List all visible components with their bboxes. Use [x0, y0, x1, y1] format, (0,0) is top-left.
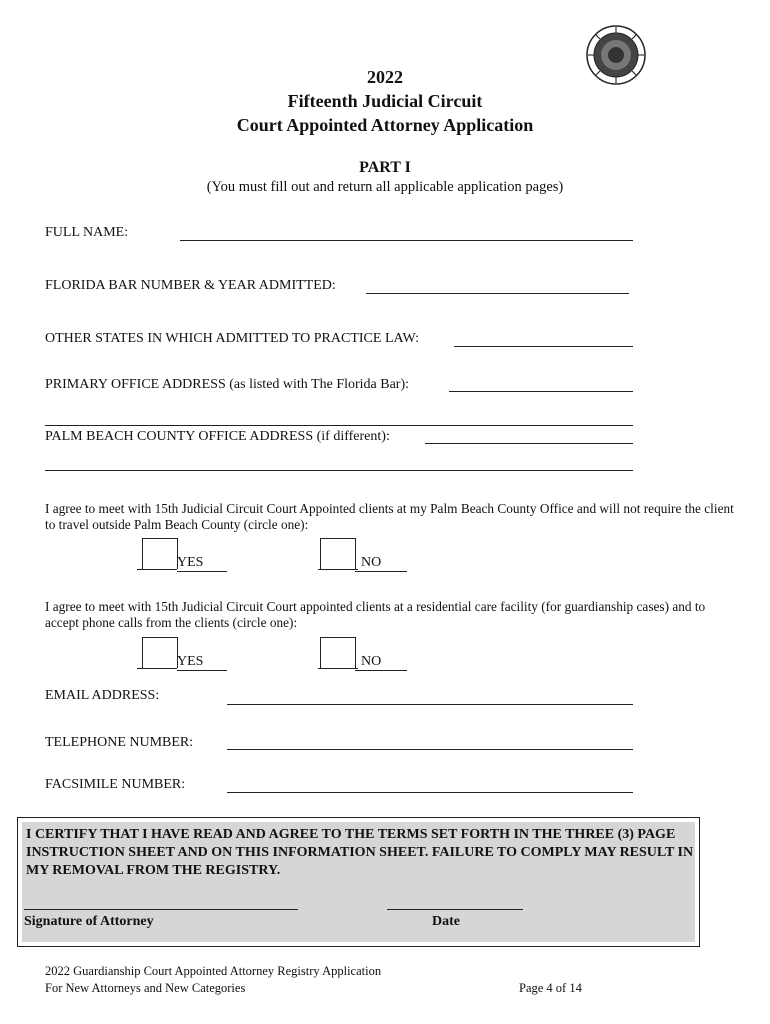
part-heading: PART I: [359, 159, 411, 176]
agreement-1-no-underline: [318, 569, 358, 570]
email-field[interactable]: [227, 704, 633, 705]
palm-beach-office-field-line2[interactable]: [45, 470, 633, 471]
agreement-2-text: I agree to meet with 15th Judicial Circuit Court appointed clients at a residential care facility (for guardianship cases) and to accept phone calls from the clients (circle one):: [45, 599, 706, 630]
palm-beach-office-field[interactable]: [425, 443, 633, 444]
telephone-field[interactable]: [227, 749, 633, 750]
certification-text: I CERTIFY THAT I HAVE READ AND AGREE TO THE TERMS SET FORTH IN THE THREE (3) PAGE INSTRUCTION SHEET AND ON THIS INFORMATION SHEET. FAILURE TO COMPLY MAY RESULT IN MY REMOVAL FROM THE REGISTRY.: [26, 827, 694, 878]
circuit-name: Fifteenth Judicial Circuit: [287, 91, 483, 111]
primary-office-field[interactable]: [449, 391, 633, 392]
other-states-label: OTHER STATES IN WHICH ADMITTED TO PRACTICE LAW:: [45, 331, 420, 346]
agreement-1-no-box[interactable]: [320, 538, 356, 569]
agreement-1-text: I agree to meet with 15th Judicial Circuit Court Appointed clients at my Palm Beach County Office and will not require the client to travel outside Palm Beach County (circle one):: [45, 501, 734, 532]
primary-office-label: PRIMARY OFFICE ADDRESS (as listed with The Florida Bar):: [45, 377, 410, 392]
other-states-field[interactable]: [454, 346, 633, 347]
agreement-1-yes-underline: [137, 569, 177, 570]
agreement-2-no-label[interactable]: NO: [355, 654, 407, 671]
agreement-2-yes-underline: [137, 668, 177, 669]
telephone-label: TELEPHONE NUMBER:: [45, 735, 194, 750]
facsimile-label: FACSIMILE NUMBER:: [45, 777, 186, 792]
form-year: 2022: [367, 67, 403, 87]
agreement-2-no-box[interactable]: [320, 637, 356, 668]
agreement-2-no-underline: [318, 668, 358, 669]
agreement-1-yes-box[interactable]: [142, 538, 178, 569]
agreement-1-yes-label[interactable]: YES: [177, 555, 227, 572]
email-label: EMAIL ADDRESS:: [45, 688, 160, 703]
primary-office-field-line2[interactable]: [45, 425, 633, 426]
full-name-label: FULL NAME:: [45, 225, 129, 240]
certification-box: [17, 817, 700, 947]
florida-bar-label: FLORIDA BAR NUMBER & YEAR ADMITTED:: [45, 278, 336, 293]
footer-line-1: 2022 Guardianship Court Appointed Attorney Registry Application: [45, 964, 382, 978]
agreement-2-yes-box[interactable]: [142, 637, 178, 668]
agreement-1-no-label[interactable]: NO: [355, 555, 407, 572]
facsimile-field[interactable]: [227, 792, 633, 793]
agreement-2-yes-label[interactable]: YES: [177, 654, 227, 671]
date-label: Date: [432, 914, 460, 929]
signature-line[interactable]: [24, 909, 298, 910]
footer-line-2: For New Attorneys and New Categories: [45, 981, 246, 995]
page-number: Page 4 of 14: [519, 981, 582, 995]
signature-label: Signature of Attorney: [24, 914, 154, 929]
palm-beach-office-label: PALM BEACH COUNTY OFFICE ADDRESS (if different):: [45, 429, 390, 444]
florida-bar-field[interactable]: [366, 293, 629, 294]
instruction-text: (You must fill out and return all applicable application pages): [206, 179, 564, 195]
date-line[interactable]: [387, 909, 523, 910]
full-name-field[interactable]: [180, 240, 633, 241]
form-title: Court Appointed Attorney Application: [236, 115, 534, 135]
